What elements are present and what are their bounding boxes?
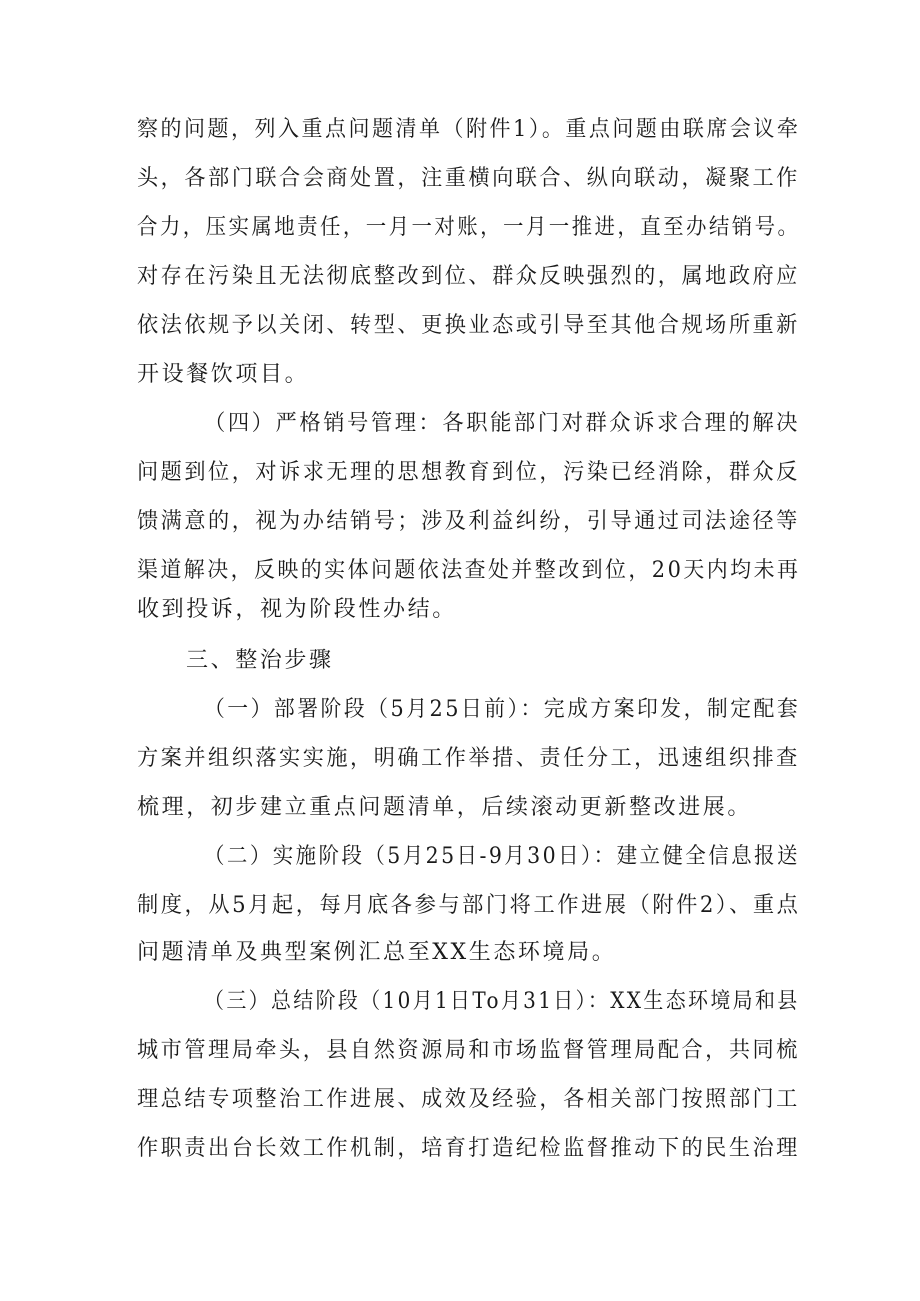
text-line: 方案并组织落实实施，明确工作举措、责任分工，迅速组织排查 (137, 746, 800, 771)
text-line: 察的问题，列入重点问题清单（附件1）。重点问题由联席会议牵 (137, 117, 801, 142)
text-line: 问题到位，对诉求无理的思想教育到位，污染已经消除，群众反 (137, 460, 800, 485)
text-line: 收到投诉，视为阶段性办结。 (137, 597, 457, 622)
text-line: 头，各部门联合会商处置，注重横向联合、纵向联动，凝聚工作 (137, 166, 800, 191)
step-implementation: （二）实施阶段（5月25日-9月30日）：建立健全信息报送 (204, 844, 800, 869)
text-line: 合力，压实属地责任，一月一对账，一月一推进，直至办结销号。 (137, 215, 801, 240)
text-line: 作职责出台长效工作机制，培育打造纪检监督推动下的民生治理 (137, 1136, 800, 1161)
section-heading-four: （四）严格销号管理：各职能部门对群众诉求合理的解决 (204, 411, 801, 436)
text-line: 开设餐饮项目。 (137, 362, 310, 387)
text-line: 渠道解决，反映的实体问题依法查处并整改到位，20天内均未再 (137, 558, 801, 583)
section-title-steps: 三、整治步骤 (186, 648, 334, 673)
text-line: 制度，从5月起，每月底各参与部门将工作进展（附件2）、重点 (137, 893, 801, 918)
text-line: 对存在污染且无法彻底整改到位、群众反映强烈的，属地政府应 (137, 264, 800, 289)
text-line: 馈满意的，视为办结销号；涉及利益纠纷，引导通过司法途径等 (137, 509, 800, 534)
step-deployment: （一）部署阶段（5月25日前）：完成方案印发，制定配套 (204, 697, 801, 722)
text-line: 梳理，初步建立重点问题清单，后续滚动更新整改进展。 (137, 795, 753, 820)
text-line: 城市管理局牵头，县自然资源局和市场监督管理局配合，共同梳 (137, 1038, 800, 1063)
text-line: 理总结专项整治工作进展、成效及经验，各相关部门按照部门工 (137, 1087, 800, 1112)
step-summary: （三）总结阶段（10月1日To月31日）：XX生态环境局和县 (204, 989, 800, 1014)
text-line: 问题清单及典型案例汇总至XX生态环境局。 (137, 940, 617, 965)
text-line: 依法依规予以关闭、转型、更换业态或引导至其他合规场所重新 (137, 313, 800, 338)
